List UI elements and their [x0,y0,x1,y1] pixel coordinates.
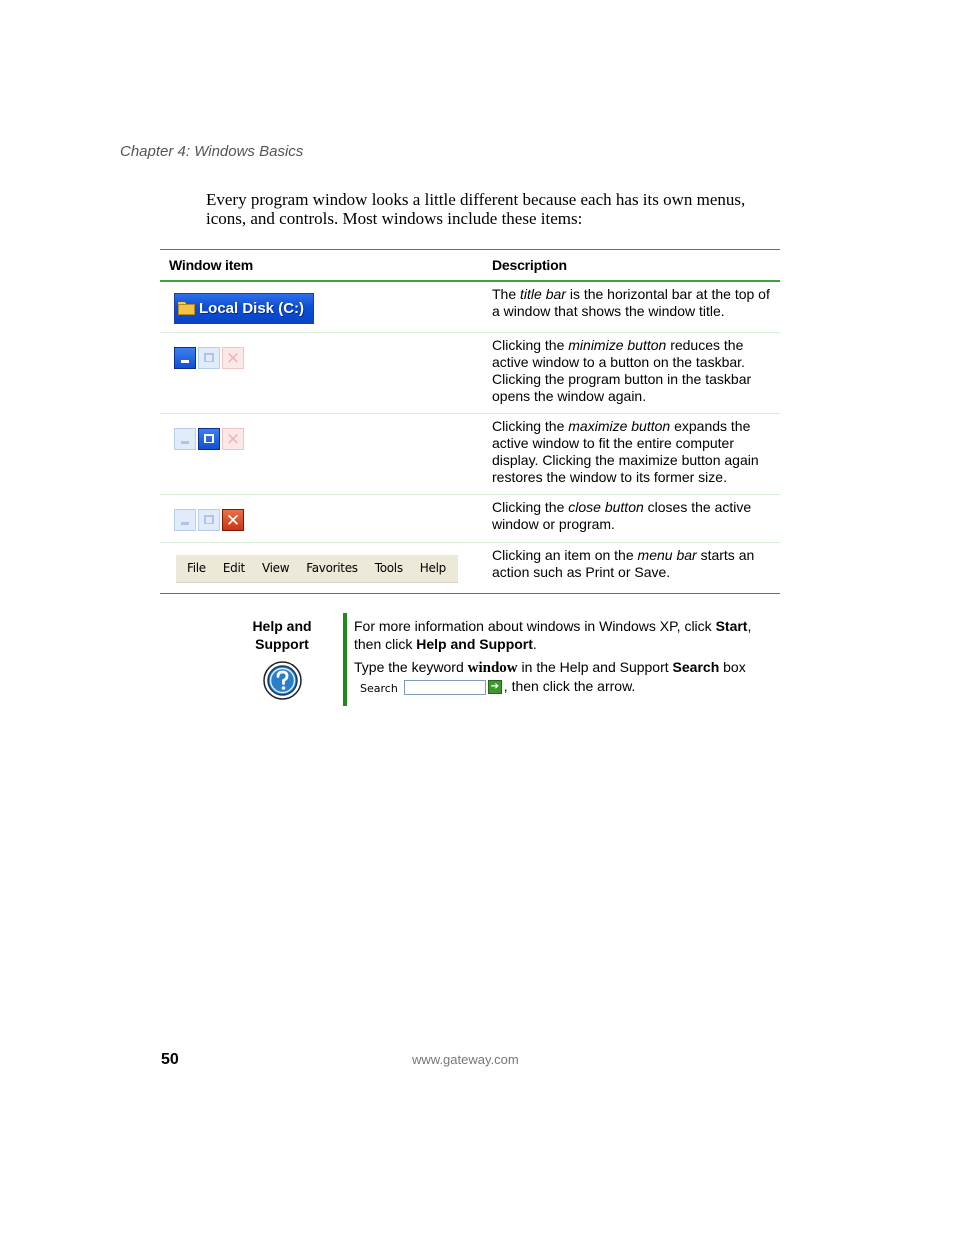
help-text-run: in the Help and Support [517,659,673,675]
minimize-icon [174,509,196,531]
help-question-icon [263,661,302,700]
help-divider-bar [343,613,347,706]
page-number: 50 [161,1051,179,1068]
menu-item-favorites: Favorites [306,561,358,575]
help-text-run: box [719,659,746,675]
help-paragraph [354,658,774,696]
term: title bar [520,285,566,302]
help-support-label [232,617,332,653]
folder-icon [178,302,195,315]
help-label-line: Support [255,636,309,652]
window-controls-maximize-highlight [174,428,482,450]
description-text: closes the active window or program. [492,499,752,532]
description-cell [482,414,780,495]
term: menu bar [637,547,697,563]
menu-bar-sample [176,555,458,583]
description-text: Clicking the [492,418,569,434]
intro-paragraph: Every program window looks a little different because each has its own menus, icons, and controls. Most windows include these items: [206,190,746,228]
help-support-text [354,617,774,701]
item-cell [160,543,482,594]
menu-item-file: File [187,561,206,575]
window-controls-close-highlight [174,509,482,531]
help-and-support-term: Help and Support [416,636,533,652]
table-row [160,281,780,333]
item-cell [160,281,482,333]
description-text: starts an action such as Print or Save. [492,547,755,580]
description-text: The [492,285,521,302]
table-row [160,495,780,543]
title-bar-text: Local Disk (C:) [199,299,305,317]
description-cell [482,495,780,543]
menu-item-help: Help [419,561,446,575]
table-row [160,333,780,414]
table-row [160,414,780,495]
maximize-icon [198,509,220,531]
close-icon: ✕ [222,509,244,531]
start-term: Start [715,618,748,634]
description-text: expands the active window to fit the entire computer display. Clicking the maximize button again restores the window to its former size. [492,418,759,485]
footer-url: www.gateway.com [412,1052,519,1067]
help-text-run: , then click the arrow. [503,678,636,694]
term: close button [568,499,644,515]
table-row [160,543,780,594]
chapter-header: Chapter 4: Windows Basics [120,143,304,160]
minimize-icon [174,347,196,369]
search-term: Search [672,659,720,675]
item-cell [160,495,482,543]
item-cell [160,414,482,495]
help-text-run: Type the keyword [354,659,468,675]
menu-item-tools: Tools [374,561,403,575]
description-text: Clicking an item on the [492,547,638,563]
description-text: reduces the active window to a button on the taskbar. Clicking the program button in the taskbar opens the window again. [492,337,752,404]
description-cell [482,281,780,333]
description-cell [482,543,780,594]
column-header-description: Description [482,250,780,281]
description-cell [482,333,780,414]
maximize-icon [198,347,220,369]
window-controls-minimize-highlight [174,347,482,369]
keyword: window [467,660,518,676]
window-items-table [160,249,780,594]
close-icon: ✕ [222,428,244,450]
help-text-run: , then click [354,618,752,652]
description-text: is the horizontal bar at the top of a window that shows the window title. [492,285,770,319]
term: maximize button [568,418,671,434]
minimize-icon [174,428,196,450]
search-input [404,680,486,695]
column-header-window-item: Window item [160,250,482,281]
description-text: Clicking the [492,337,569,353]
close-icon: ✕ [222,347,244,369]
term: minimize button [568,337,667,353]
help-text-run: For more information about windows in Windows XP, click [354,618,716,634]
help-text-run: . [532,636,537,652]
table-header-row [160,250,780,281]
search-box-sample [360,678,502,696]
help-label-line: Help and [252,618,312,634]
item-cell [160,333,482,414]
help-paragraph [354,617,774,653]
menu-item-edit: Edit [222,561,245,575]
maximize-icon [198,428,220,450]
menu-item-view: View [261,561,290,575]
title-bar-sample [174,293,314,324]
search-label: Search [360,682,398,696]
arrow-right-icon: ➔ [488,680,502,694]
description-text: Clicking the [492,499,569,515]
